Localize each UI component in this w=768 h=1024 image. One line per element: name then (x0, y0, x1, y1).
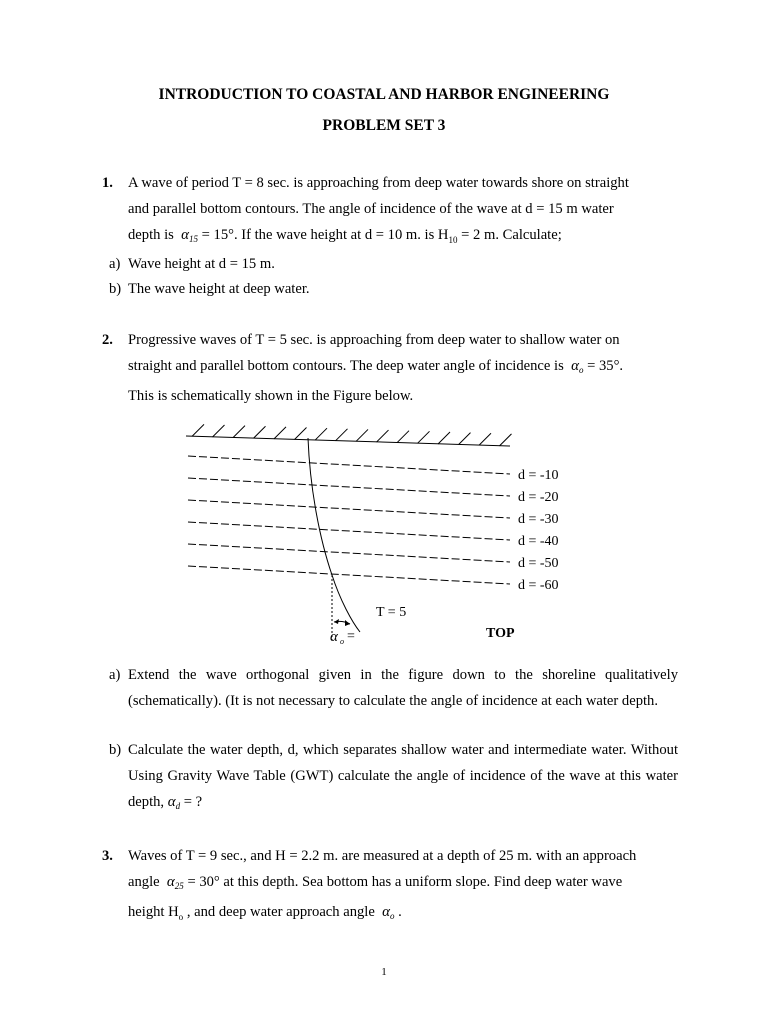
alpha-25-subscript: 25 (174, 881, 184, 891)
hatch-mark (479, 433, 491, 445)
document-title: INTRODUCTION TO COASTAL AND HARBOR ENGINEERING (158, 86, 610, 103)
problem-set-title: PROBLEM SET 3 (322, 117, 446, 134)
alpha-symbol: α (167, 794, 176, 810)
problem-3-number: 3. (102, 848, 113, 864)
problem-1-b-label: b) (109, 281, 122, 297)
hatch-mark (397, 431, 409, 443)
problem-3-line-3-b: , and deep water approach angle (186, 904, 375, 920)
hatch-mark (418, 431, 430, 443)
hatch-mark (192, 424, 204, 436)
depth-contour-line (188, 500, 510, 518)
angle-alpha-symbol: α (330, 629, 338, 645)
problem-2-a-label: a) (109, 667, 121, 683)
problem-1-line-3-a: depth is (128, 227, 174, 243)
problem-1-a-text: Wave height at d = 15 m. (128, 256, 275, 272)
problem-2-b-text-1: Calculate the water depth, d, which separates shallow water and intermediate water. Without Using Gravity Wave Table (GWT) calculate the angle of incidence of the wave at this water depth, (128, 742, 678, 810)
problem-2-line-2-b: = 35°. (587, 358, 624, 374)
hatch-mark (356, 429, 368, 441)
hatch-mark (336, 429, 348, 441)
problem-2-b-text-2: = ? (183, 794, 203, 810)
problem-1-a-label: a) (109, 256, 121, 272)
problem-2-line-2-a: straight and parallel bottom contours. The deep water angle of incidence is (128, 358, 564, 374)
wave-orthogonal (308, 438, 360, 632)
problem-3-line-3 (128, 899, 678, 930)
problem-1-number: 1. (102, 175, 113, 191)
depth-label: d = -50 (518, 556, 559, 571)
problem-1-line-3-c: = 2 m. Calculate; (461, 227, 562, 243)
problem-3-text (128, 843, 678, 930)
hatch-mark (233, 426, 245, 438)
problem-2-b-label: b) (109, 742, 122, 758)
figure-svg (180, 410, 580, 650)
alpha-subscript: 15 (188, 234, 198, 244)
depth-label: d = -20 (518, 490, 559, 505)
alpha-symbol: α (166, 874, 175, 890)
depth-labels (518, 468, 559, 593)
problem-3-line-3-c: . (398, 904, 402, 920)
depth-label: d = -40 (518, 534, 559, 549)
alpha-symbol: α (571, 358, 579, 374)
problem-3-line-2-b: = 30° at this depth. Sea bottom has a uniform slope. Find deep water wave (187, 874, 623, 890)
shoreline-hatching (192, 424, 512, 445)
problem-1-line-3 (128, 222, 678, 253)
angle-alpha-subscript: o (340, 637, 344, 646)
depth-contour-line (188, 522, 510, 540)
depth-contour-line (188, 566, 510, 584)
angle-arrow-right (345, 620, 350, 626)
depth-label: d = -10 (518, 468, 559, 483)
h-o-subscript: o (178, 911, 184, 922)
alpha-o-subscript: o (390, 911, 395, 921)
problem-3-line-2-a: angle (128, 874, 160, 890)
problem-2-line-3: This is schematically shown in the Figure below. (128, 388, 414, 404)
hatch-mark (315, 428, 327, 440)
problem-3-line-1: Waves of T = 9 sec., and H = 2.2 m. are measured at a depth of 25 m. with an approach (128, 848, 637, 864)
depth-contour-line (188, 478, 510, 496)
problem-2-text (128, 327, 678, 409)
alpha-subscript: o (578, 365, 584, 375)
problem-3-line-2 (128, 869, 678, 899)
angle-equals: = (347, 629, 355, 644)
h-subscript: 10 (448, 234, 458, 245)
alpha-d-subscript: d (175, 801, 181, 811)
hatch-mark (377, 430, 389, 442)
hatch-mark (213, 425, 225, 437)
problem-2-line-2 (128, 353, 678, 383)
hatch-mark (295, 428, 307, 440)
period-label: T = 5 (376, 605, 407, 620)
problem-1-b-text: The wave height at deep water. (128, 281, 310, 297)
hatch-mark (254, 426, 266, 438)
problem-2-number: 2. (102, 332, 113, 348)
depth-contour-line (188, 544, 510, 562)
problem-1-line-3-b: = 15°. If the wave height at d = 10 m. is H (201, 227, 449, 243)
page-number: 1 (381, 966, 387, 978)
problem-1-line-1: A wave of period T = 8 sec. is approaching from deep water towards shore on straight (128, 175, 629, 191)
depth-label: d = -60 (518, 578, 559, 593)
problem-2-line-1: Progressive waves of T = 5 sec. is approaching from deep water to shallow water on (128, 332, 620, 348)
hatch-mark (274, 427, 286, 439)
alpha-symbol: α (382, 904, 391, 920)
problem-1-text (128, 170, 678, 253)
hatch-mark (459, 433, 471, 445)
alpha-symbol: α (181, 227, 189, 243)
wave-refraction-figure (180, 410, 580, 655)
problem-3-line-3-a: height H (128, 904, 179, 920)
top-view-label: TOP (486, 626, 515, 641)
depth-contours (188, 456, 510, 584)
hatch-mark (500, 434, 512, 446)
depth-label: d = -30 (518, 512, 559, 527)
problem-2-b-text (128, 737, 678, 819)
problem-1-line-2: and parallel bottom contours. The angle of incidence of the wave at d = 15 m water (128, 201, 614, 217)
hatch-mark (438, 432, 450, 444)
problem-2-a-text: Extend the wave orthogonal given in the figure down to the shoreline qualitatively (schematically). (It is not necessary to calculate the angle of incidence at each water depth. (128, 667, 678, 709)
depth-contour-line (188, 456, 510, 474)
